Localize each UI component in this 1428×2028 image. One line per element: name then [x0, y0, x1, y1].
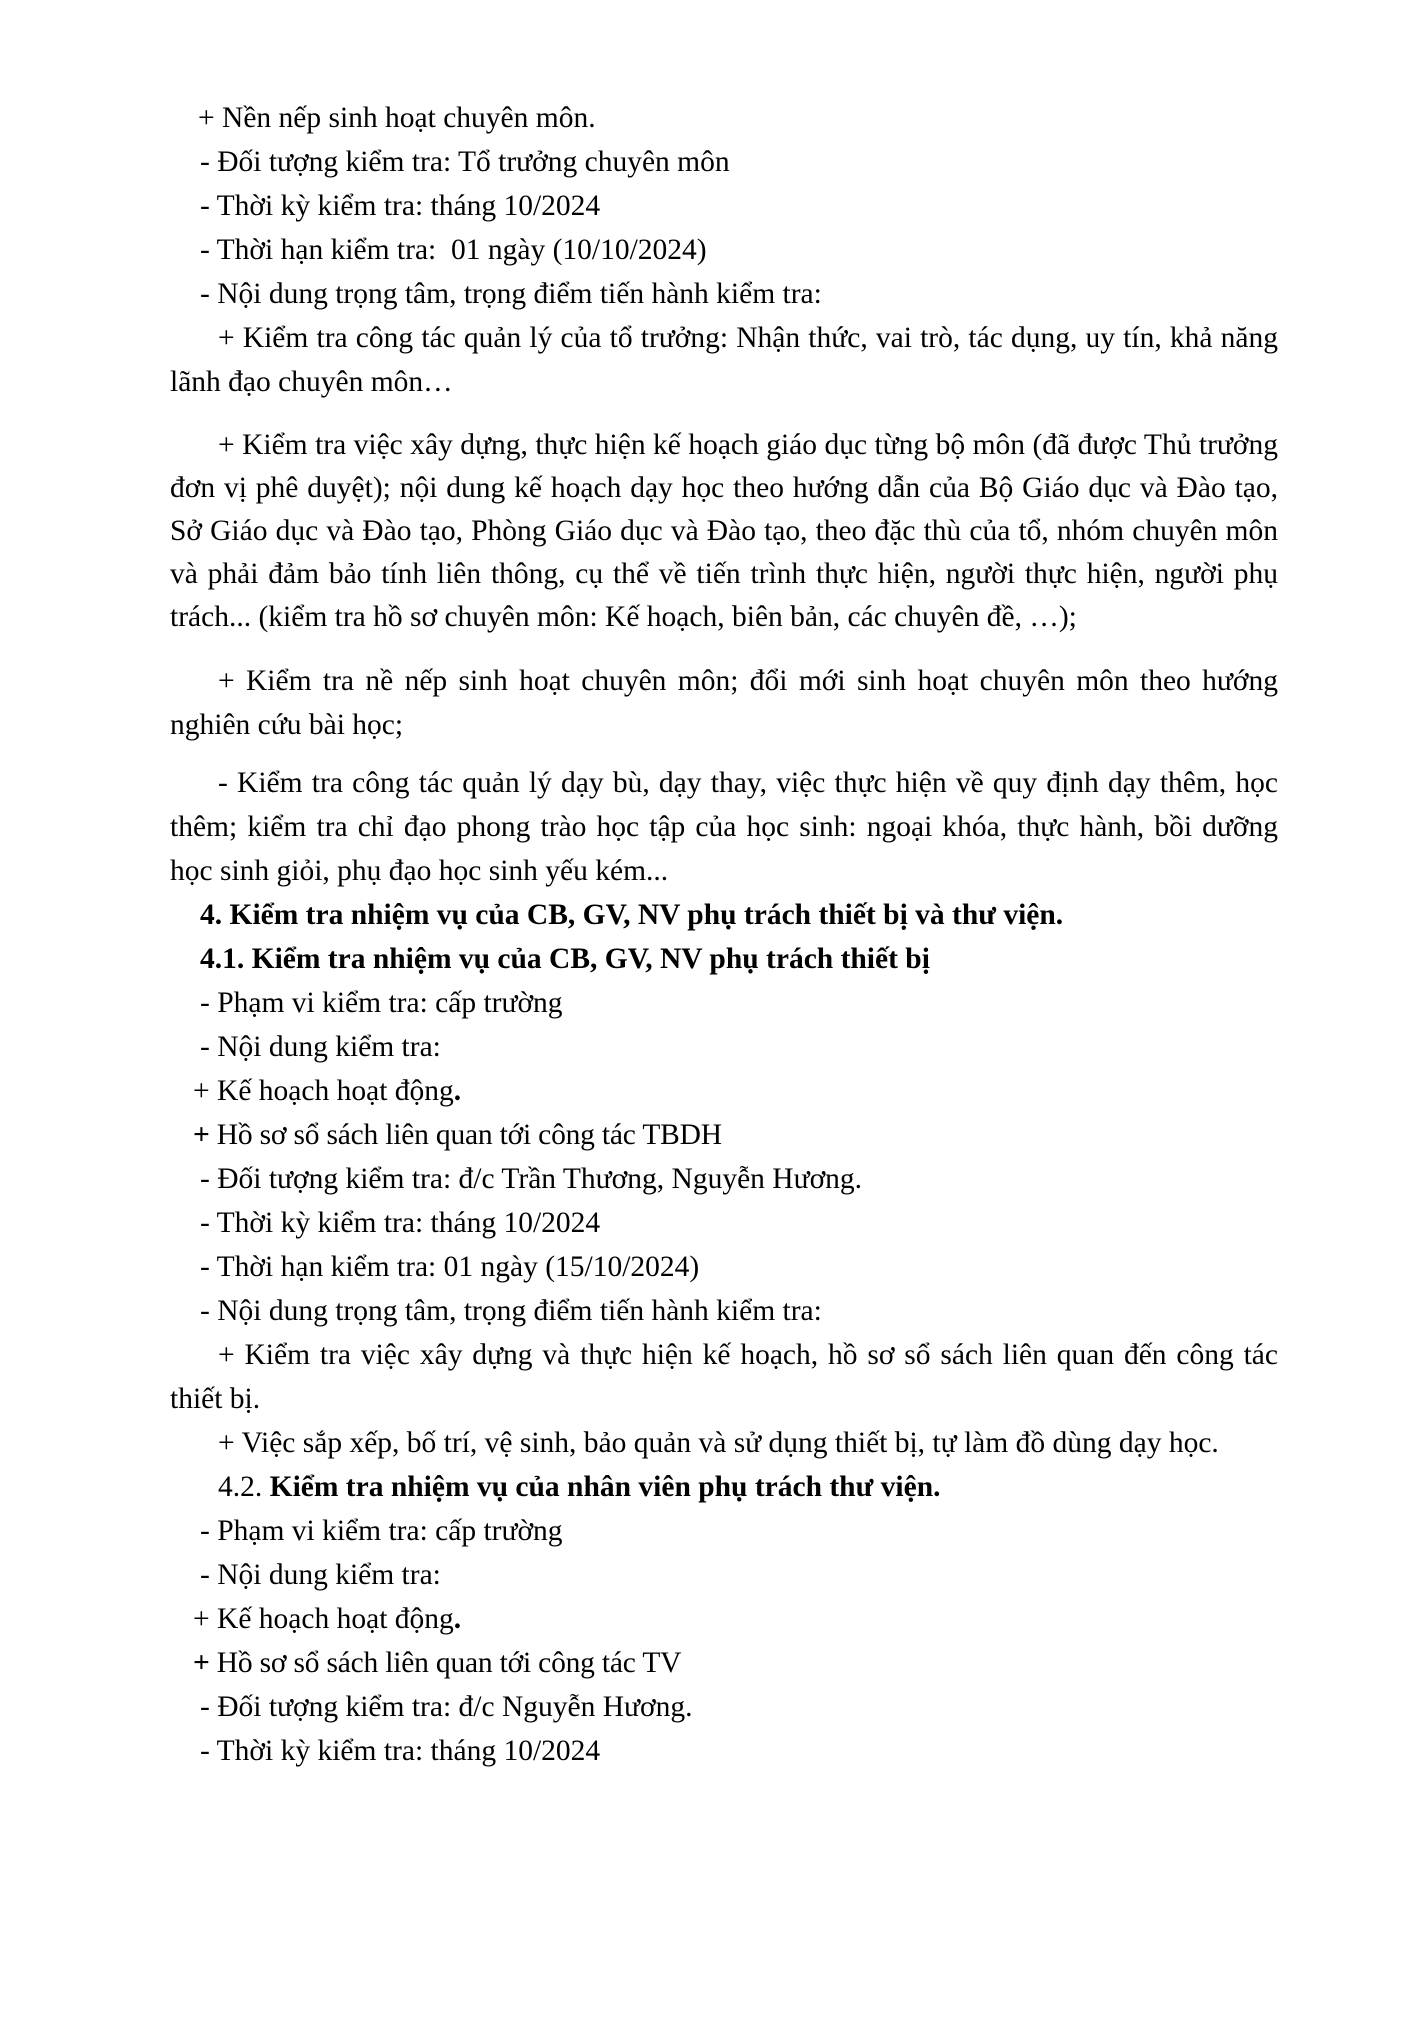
text-line: + Nền nếp sinh hoạt chuyên môn.	[198, 102, 596, 134]
heading-number: 4.2.	[218, 1471, 270, 1503]
paragraph: + Kiểm tra việc xây dựng và thực hiện kế hoạch, hồ sơ sổ sách liên quan đến công tác thiết bị.	[170, 1339, 1278, 1415]
text-line	[170, 1069, 1278, 1113]
text-span: Hồ sơ sổ sách liên quan tới công tác TV	[216, 1647, 682, 1679]
paragraph-spacer	[170, 747, 1278, 761]
paragraph-spacer	[170, 404, 1278, 424]
text-line: - Thời hạn kiểm tra: 01 ngày (10/10/2024)	[200, 234, 707, 266]
text-line: - Thời kỳ kiểm tra: tháng 10/2024	[200, 1735, 601, 1767]
text-span-bold: +	[193, 1119, 217, 1151]
text-line	[170, 1597, 1278, 1641]
text-line: - Thời hạn kiểm tra: 01 ngày (15/10/2024)	[200, 1251, 700, 1283]
heading-section-4: 4. Kiểm tra nhiệm vụ của CB, GV, NV phụ trách thiết bị và thư viện.	[200, 899, 1064, 931]
text-span-bold: .	[453, 1603, 462, 1635]
text-line: - Nội dung trọng tâm, trọng điểm tiến hành kiểm tra:	[200, 278, 822, 310]
text-line: - Nội dung kiểm tra:	[200, 1031, 441, 1063]
text-line: - Đối tượng kiểm tra: đ/c Trần Thương, Nguyễn Hương.	[200, 1163, 863, 1195]
heading-section-4-2	[170, 1465, 1278, 1509]
text-line: - Nội dung trọng tâm, trọng điểm tiến hành kiểm tra:	[200, 1295, 822, 1327]
text-line: - Đối tượng kiểm tra: Tổ trưởng chuyên môn	[200, 146, 730, 178]
document-body	[170, 96, 1278, 1773]
text-span-bold: .	[453, 1075, 462, 1107]
text-line: - Thời kỳ kiểm tra: tháng 10/2024	[200, 190, 601, 222]
paragraph: + Kiểm tra việc xây dựng, thực hiện kế hoạch giáo dục từng bộ môn (đã được Thủ trưởng đơn vị phê duyệt); nội dung kế hoạch dạy học theo hướng dẫn của Bộ Giáo dục và Đào tạo, Sở Giáo dục và Đào tạo, Phòng Giáo dục và Đào tạo, theo đặc thù của tổ, nhóm chuyên môn và phải đảm bảo tính liên thông, cụ thể về tiến trình thực hiện, người thực hiện, người phụ trách... (kiểm tra hồ sơ chuyên môn: Kế hoạch, biên bản, các chuyên đề, …);	[170, 429, 1278, 633]
paragraph: + Kiểm tra công tác quản lý của tổ trưởng: Nhận thức, vai trò, tác dụng, uy tín, khả năng lãnh đạo chuyên môn…	[170, 322, 1278, 398]
text-line	[170, 1641, 1278, 1685]
text-span: + Kế hoạch hoạt động	[193, 1075, 454, 1107]
text-line: - Phạm vi kiểm tra: cấp trường	[200, 987, 563, 1019]
paragraph: - Kiểm tra công tác quản lý dạy bù, dạy thay, việc thực hiện về quy định dạy thêm, học thêm; kiểm tra chỉ đạo phong trào học tập của học sinh: ngoại khóa, thực hành, bồi dưỡng học sinh giỏi, phụ đạo học sinh yếu kém...	[170, 767, 1278, 887]
text-line: - Thời kỳ kiểm tra: tháng 10/2024	[200, 1207, 601, 1239]
text-line	[170, 1113, 1278, 1157]
text-span-bold: +	[193, 1647, 217, 1679]
text-line: - Đối tượng kiểm tra: đ/c Nguyễn Hương.	[200, 1691, 693, 1723]
heading-section-4-1: 4.1. Kiểm tra nhiệm vụ của CB, GV, NV phụ trách thiết bị	[200, 943, 930, 975]
text-span: + Kế hoạch hoạt động	[193, 1603, 454, 1635]
text-line: - Phạm vi kiểm tra: cấp trường	[200, 1515, 563, 1547]
paragraph: + Kiểm tra nề nếp sinh hoạt chuyên môn; đổi mới sinh hoạt chuyên môn theo hướng nghiên cứu bài học;	[170, 665, 1278, 741]
paragraph: + Việc sắp xếp, bố trí, vệ sinh, bảo quản và sử dụng thiết bị, tự làm đồ dùng dạy học.	[218, 1427, 1219, 1459]
paragraph-spacer	[170, 639, 1278, 659]
heading-text: Kiểm tra nhiệm vụ của nhân viên phụ trách thư viện.	[269, 1471, 941, 1503]
text-span: Hồ sơ sổ sách liên quan tới công tác TBDH	[216, 1119, 722, 1151]
text-line: - Nội dung kiểm tra:	[200, 1559, 441, 1591]
